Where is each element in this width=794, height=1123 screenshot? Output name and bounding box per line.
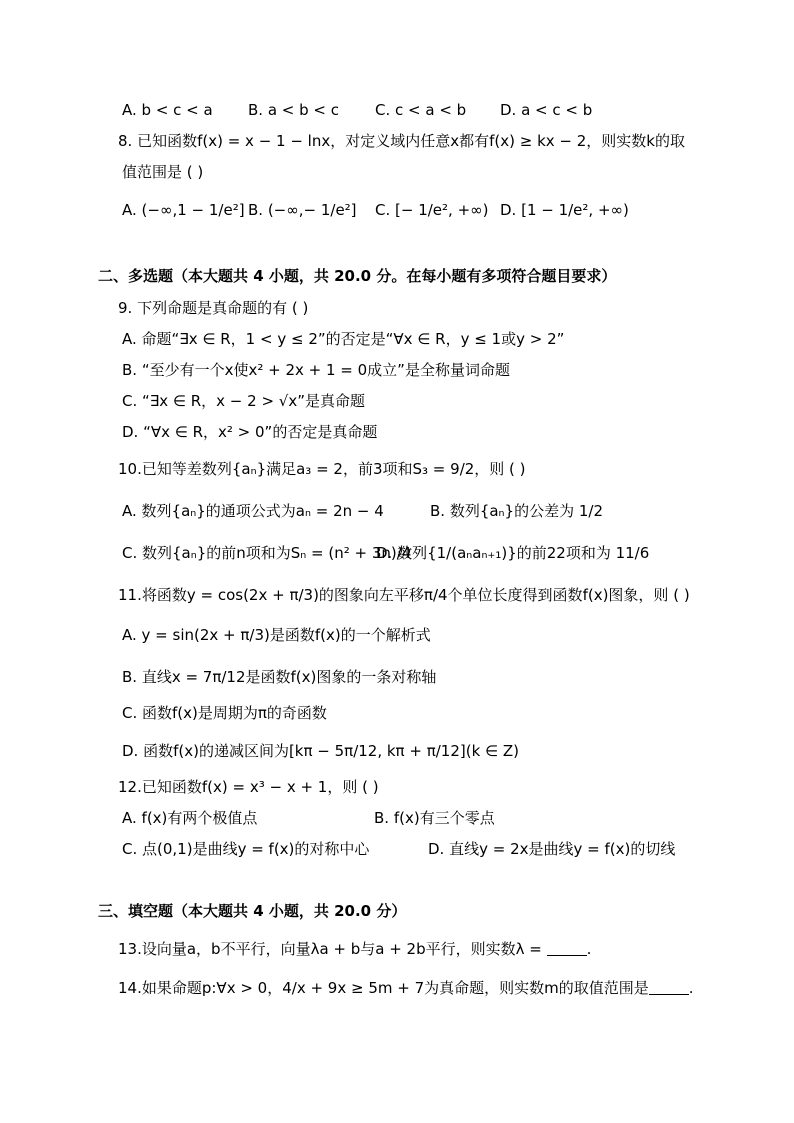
q10-option-c: C. 数列{aₙ}的前n项和为Sₙ = (n² + 3n)/4 [122,544,412,562]
q11-option-d: D. 函数f(x)的递减区间为[kπ − 5π/12, kπ + π/12](k ∈ Z) [122,742,519,760]
q11-option-b: B. 直线x = 7π/12是函数f(x)图象的一条对称轴 [122,668,437,686]
q10-stem: 10.已知等差数列{aₙ}满足a₃ = 2，前3项和S₃ = 9/2，则 ( ) [118,460,526,478]
q7-option-c: C. c < a < b [375,101,467,119]
q8-option-c: C. [− 1/e², +∞) [375,201,489,219]
q12-option-a: A. f(x)有两个极值点 [122,809,258,827]
q14-answer-blank[interactable] [649,980,689,995]
q12-option-d: D. 直线y = 2x是曲线y = f(x)的切线 [428,840,676,858]
section2-heading: 二、多选题（本大题共 4 小题，共 20.0 分。在每小题有多项符合题目要求） [98,267,617,285]
q11-option-a: A. y = sin(2x + π/3)是函数f(x)的一个解析式 [122,626,431,644]
q11-option-c: C. 函数f(x)是周期为π的奇函数 [122,704,327,722]
q7-option-a: A. b < c < a [122,101,213,119]
q14-stem-text: 14.如果命题p:∀x > 0，4/x + 9x ≥ 5m + 7为真命题，则实数m的取值范围是 [118,979,649,997]
q8-stem-line1: 8. 已知函数f(x) = x − 1 − lnx，对定义域内任意x都有f(x) ≥ kx − 2，则实数k的取 [118,132,685,150]
q9-option-b: B. “至少有一个x使x² + 2x + 1 = 0成立”是全称量词命题 [122,361,510,379]
q10-option-d: D. 数列{1/(aₙaₙ₊₁)}的前22项和为 11/6 [376,544,650,562]
q14-stem-end: . [688,979,694,997]
q7-option-d: D. a < c < b [500,101,593,119]
q8-option-d: D. [1 − 1/e², +∞) [500,201,629,219]
q8-option-b: B. (−∞,− 1/e²] [248,201,357,219]
q9-option-d: D. “∀x ∈ R，x² > 0”的否定是真命题 [122,423,378,441]
q9-option-a: A. 命题“∃x ∈ R，1 < y ≤ 2”的否定是“∀x ∈ R，y ≤ 1或y > 2” [122,330,565,348]
q13-stem [118,939,591,959]
q14-stem [118,978,694,998]
q12-option-c: C. 点(0,1)是曲线y = f(x)的对称中心 [122,840,370,858]
q12-option-b: B. f(x)有三个零点 [374,809,495,827]
q8-option-a: A. (−∞,1 − 1/e²] [122,201,245,219]
q13-stem-text: 13.设向量a，b不平行，向量λa + b与a + 2b平行，则实数λ = [118,940,547,958]
q8-stem-line2: 值范围是 ( ) [122,163,204,181]
q7-option-b: B. a < b < c [248,101,339,119]
section3-heading: 三、填空题（本大题共 4 小题，共 20.0 分） [98,902,407,920]
q13-stem-end: . [586,940,592,958]
q10-option-a: A. 数列{aₙ}的通项公式为aₙ = 2n − 4 [122,502,384,520]
q12-stem: 12.已知函数f(x) = x³ − x + 1，则 ( ) [118,778,379,796]
q9-stem: 9. 下列命题是真命题的有 ( ) [118,299,309,317]
q9-option-c: C. “∃x ∈ R，x − 2 > √x”是真命题 [122,392,365,410]
q10-option-b: B. 数列{aₙ}的公差为 1/2 [430,502,603,520]
q13-answer-blank[interactable] [547,941,587,956]
q11-stem: 11.将函数y = cos(2x + π/3)的图象向左平移π/4个单位长度得到函数f(x)图象，则 ( ) [118,586,690,604]
